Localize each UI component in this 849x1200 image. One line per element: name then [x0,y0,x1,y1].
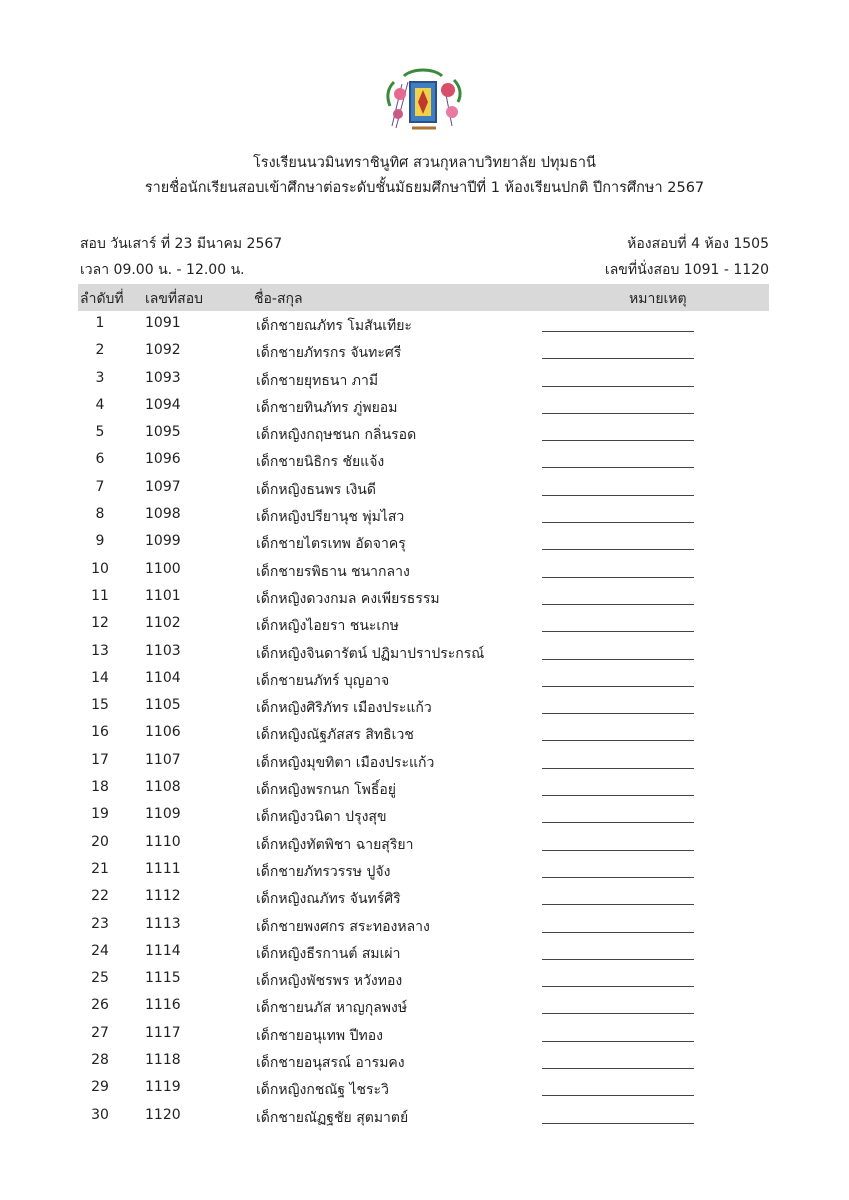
row-number: 8 [95,506,105,523]
row-number: 3 [95,369,105,386]
remark-line [542,932,694,933]
row-exam-id: 1108 [145,779,181,796]
exam-time: เวลา 09.00 น. - 12.00 น. [80,262,245,278]
row-student-name: เด็กหญิงกฤษชนก กลิ่นรอด [256,427,417,444]
row-number: 13 [91,642,109,659]
row-exam-id: 1120 [145,1106,181,1123]
remark-line [542,331,694,332]
table-row [0,966,849,993]
table-row [0,857,849,884]
remark-line [542,386,694,387]
row-student-name: เด็กชายอนุเทพ ปีทอง [256,1027,383,1044]
row-student-name: เด็กชายนภัทร์ บุญอาจ [256,672,390,689]
table-row [0,939,849,966]
remark-line [542,467,694,468]
row-exam-id: 1109 [145,806,181,823]
table-row [0,557,849,584]
exam-date: สอบ วันเสาร์ ที่ 23 มีนาคม 2567 [80,236,283,252]
remark-line [542,1095,694,1096]
remark-line [542,1041,694,1042]
table-row [0,393,849,420]
row-number: 24 [91,942,109,959]
seat-range: เลขที่นั่งสอบ 1091 - 1120 [604,262,769,278]
row-exam-id: 1091 [145,315,181,331]
remark-line [542,549,694,550]
remark-line [542,768,694,769]
remark-line [542,959,694,960]
row-number: 29 [91,1079,109,1096]
row-number: 30 [91,1106,109,1123]
row-student-name: เด็กชายรพิธาน ชนากลาง [256,563,410,580]
table-row [0,338,849,365]
table-row [0,693,849,720]
table-row [0,1048,849,1075]
remark-line [542,440,694,441]
row-student-name: เด็กชายยุทธนา ภามี [256,372,379,389]
remark-line [542,577,694,578]
row-number: 19 [91,806,109,823]
row-exam-id: 1119 [145,1079,181,1096]
row-student-name: เด็กหญิงวนิดา ปรุงสุข [256,809,387,826]
table-row [0,720,849,747]
remark-line [542,713,694,714]
row-student-name: เด็กหญิงธนพร เงินดี [256,481,376,498]
table-row [0,912,849,939]
row-number: 5 [95,424,105,441]
row-number: 11 [91,587,109,604]
row-number: 21 [91,860,109,877]
table-row [0,666,849,693]
row-exam-id: 1116 [145,997,181,1014]
row-number: 6 [95,451,105,468]
row-exam-id: 1117 [145,1024,181,1041]
table-row [0,1021,849,1048]
remark-line [542,904,694,905]
remark-line [542,822,694,823]
table-row [0,830,849,857]
row-student-name: เด็กหญิงพรกนก โพธิ์อยู่ [256,782,396,799]
remark-line [542,986,694,987]
table-row [0,611,849,638]
remark-line [542,877,694,878]
table-row [0,475,849,502]
header-exam-id: เลขที่สอบ [145,291,204,307]
remark-line [542,358,694,359]
remark-line [542,850,694,851]
row-exam-id: 1094 [145,396,181,413]
row-student-name: เด็กหญิงทัตพิชา ฉายสุริยา [256,836,414,853]
row-exam-id: 1101 [145,587,181,604]
row-number: 28 [91,1052,109,1069]
remark-line [542,1068,694,1069]
row-number: 15 [91,697,109,714]
row-number: 4 [95,396,105,413]
row-number: 12 [91,615,109,632]
table-row [0,420,849,447]
table-header [78,284,769,311]
row-exam-id: 1092 [145,342,181,359]
row-exam-id: 1111 [145,860,181,877]
row-number: 22 [91,888,109,905]
row-number: 27 [91,1024,109,1041]
row-exam-id: 1112 [145,888,181,905]
table-row [0,366,849,393]
header-remark: หมายเหตุ [629,291,687,307]
table-row [0,802,849,829]
list-title: รายชื่อนักเรียนสอบเข้าศึกษาต่อระดับชั้นมัธยมศึกษาปีที่ 1 ห้องเรียนปกติ ปีการศึกษา 2567 [144,180,705,196]
row-student-name: เด็กชายนิธิกร ชัยแจ้ง [256,454,385,471]
remark-line [542,659,694,660]
row-student-name: เด็กชายณภัทร โมสันเทียะ [256,318,412,334]
row-exam-id: 1118 [145,1052,181,1069]
exam-room: ห้องสอบที่ 4 ห้อง 1505 [627,236,769,252]
table-row [0,748,849,775]
student-table [0,311,849,1130]
row-exam-id: 1107 [145,751,181,768]
row-exam-id: 1095 [145,424,181,441]
row-student-name: เด็กหญิงณภัทร จันทร์ศิริ [256,891,401,908]
remark-line [542,686,694,687]
table-row [0,1075,849,1102]
row-student-name: เด็กชายนภัส หาญกุลพงษ์ [256,1000,408,1017]
row-student-name: เด็กหญิงปรียานุช พุ่มไสว [256,509,405,526]
remark-line [542,1013,694,1014]
row-number: 1 [95,315,105,331]
row-student-name: เด็กชายณัฏฐชัย สุตมาตย์ [256,1109,409,1126]
row-exam-id: 1103 [145,642,181,659]
row-number: 26 [91,997,109,1014]
row-exam-id: 1093 [145,369,181,386]
row-number: 25 [91,970,109,987]
row-number: 18 [91,779,109,796]
row-exam-id: 1114 [145,942,181,959]
row-number: 17 [91,751,109,768]
row-exam-id: 1115 [145,970,181,987]
row-student-name: เด็กหญิงศิริภัทร เมืองประแก้ว [256,700,432,717]
row-student-name: เด็กหญิงธีรกานต์ สมเผ่า [256,945,401,962]
row-exam-id: 1100 [145,560,181,577]
row-exam-id: 1098 [145,506,181,523]
table-row [0,529,849,556]
row-student-name: เด็กหญิงกชณัฐ ไชระวิ [256,1082,389,1099]
school-emblem-icon [382,66,466,138]
row-exam-id: 1097 [145,478,181,495]
remark-line [542,795,694,796]
table-row [0,993,849,1020]
row-number: 9 [95,533,105,550]
remark-line [542,740,694,741]
remark-line [542,631,694,632]
remark-line [542,604,694,605]
row-exam-id: 1102 [145,615,181,632]
row-student-name: เด็กชายพงศกร สระทองหลาง [256,918,430,935]
row-exam-id: 1105 [145,697,181,714]
row-student-name: เด็กชายภัทรกร จันทะศรี [256,345,402,362]
row-number: 20 [91,833,109,850]
header-name: ชื่อ-สกุล [254,291,303,307]
row-exam-id: 1104 [145,669,181,686]
row-student-name: เด็กชายทินภัทร ภู่พยอม [256,399,398,416]
row-exam-id: 1113 [145,915,181,932]
row-student-name: เด็กหญิงพัชรพร หวังทอง [256,973,403,990]
remark-line [542,413,694,414]
row-number: 14 [91,669,109,686]
row-student-name: เด็กหญิงจินดารัตน์ ปฏิมาปราประกรณ์ [256,645,485,662]
row-student-name: เด็กหญิงมุขทิตา เมืองประแก้ว [256,754,435,771]
row-student-name: เด็กชายไตรเทพ อัดจาครุ [256,536,406,553]
row-number: 23 [91,915,109,932]
row-exam-id: 1096 [145,451,181,468]
remark-line [542,522,694,523]
row-student-name: เด็กชายภัทรวรรษ ปูจัง [256,863,391,880]
row-student-name: เด็กหญิงไอยรา ชนะเกษ [256,618,399,635]
row-student-name: เด็กชายอนุสรณ์ อารมคง [256,1055,405,1072]
header-no: ลำดับที่ [80,291,124,307]
row-exam-id: 1099 [145,533,181,550]
table-row [0,584,849,611]
row-number: 10 [91,560,109,577]
table-row [0,1103,849,1130]
remark-line [542,1123,694,1124]
row-number: 7 [95,478,105,495]
row-number: 2 [95,342,105,359]
table-row [0,447,849,474]
row-number: 16 [91,724,109,741]
table-row [0,311,849,338]
table-row [0,775,849,802]
row-student-name: เด็กหญิงดวงกมล คงเพียรธรรม [256,590,440,607]
row-exam-id: 1106 [145,724,181,741]
table-row [0,884,849,911]
row-student-name: เด็กหญิงณัฐภัสสร สิทธิเวช [256,727,414,744]
table-row [0,639,849,666]
remark-line [542,495,694,496]
school-name: โรงเรียนนวมินทราชินูทิศ สวนกุหลาบวิทยาลัย ปทุมธานี [253,155,596,171]
row-exam-id: 1110 [145,833,181,850]
table-row [0,502,849,529]
